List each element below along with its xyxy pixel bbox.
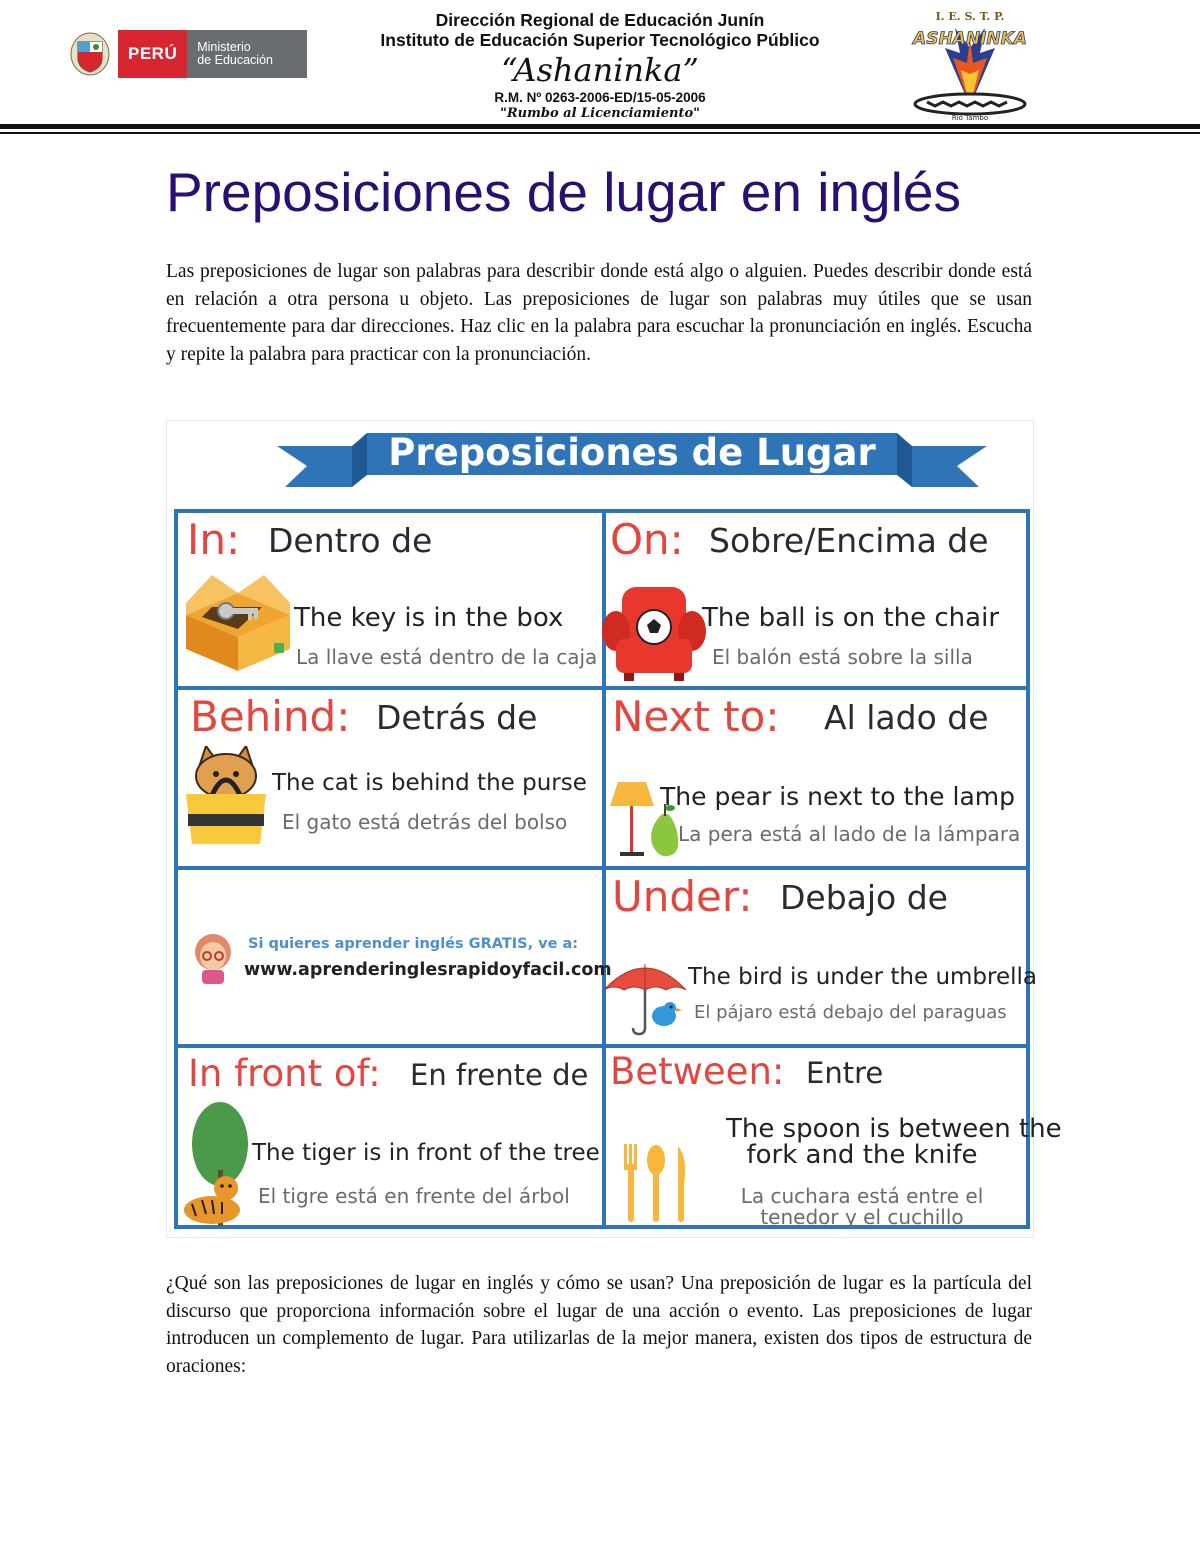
explanation-paragraph: ¿Qué son las preposiciones de lugar en inglés y cómo se usan? Una preposición de lugar es la partícula del discurso que proporciona información sobre el lugar de una acción o evento. Las preposiciones de lugar introducen un complemento de lugar. Para utilizarlas de la mejor manera, existen dos tipos de estructura de oraciones: [166,1273,1032,1377]
logo-top-text: I. E. S. T. P. [935,10,1005,23]
preposition-meaning: Sobre/Encima de [709,521,989,560]
page-title: Preposiciones de lugar en inglés [166,161,961,223]
example-english-line1: The spoon is between the [726,1114,1062,1144]
peru-coat-of-arms-icon [68,30,112,78]
box-with-key-icon [182,573,294,673]
cat-behind-purse-icon [180,746,272,850]
ministry-label [187,30,307,78]
teacher-avatar-icon [192,932,234,984]
preposition-label: Under: [612,872,753,921]
umbrella-with-bird-icon [600,956,690,1036]
example-spanish: El balón está sobre la silla [712,645,973,669]
cell-promo [178,870,612,1044]
cell-on [606,513,1026,686]
intro-paragraph: Las preposiciones de lugar son palabras para describir donde está algo o alguien. Puedes describir donde está en relación a otra persona u objeto. Las preposiciones de lugar son palabras muy útiles que se usan frecuentemente para dar direcciones. Haz clic en la palabra para escuchar la pronunciación en inglés. Escucha y repite la palabra para practicar con la pronunciación. [166,261,1032,365]
example-english: The cat is behind the purse [272,770,587,796]
banner-title: Preposiciones de Lugar [388,431,876,474]
tiger-and-tree-icon [178,1100,254,1228]
cell-in [178,513,602,686]
preposition-meaning: En frente de [410,1058,589,1092]
cell-between [606,1048,1062,1229]
example-spanish: El tigre está en frente del árbol [258,1184,570,1208]
prepositions-infographic [167,421,1062,1237]
logo-name: ASHANINKA [913,29,1027,49]
cell-next-to [606,690,1026,866]
header-divider-thin [0,132,1200,134]
preposition-label: Behind: [190,692,351,741]
header-institution-block [300,10,900,122]
preposition-meaning: Debajo de [780,878,948,917]
example-spanish: El pájaro está debajo del paraguas [694,1002,1007,1023]
armchair-with-ball-icon [602,583,706,683]
example-spanish: La pera está al lado de la lámpara [678,822,1021,846]
preposition-meaning: Al lado de [824,698,989,737]
example-spanish-line1: La cuchara está entre el [740,1184,984,1208]
cell-under [606,870,1038,1044]
preposition-label: Next to: [612,692,780,741]
example-english-line2: fork and the knife [746,1140,978,1170]
promo-website-link[interactable]: www.aprenderinglesrapidoyfacil.com [244,960,612,980]
promo-text: Si quieres aprender inglés GRATIS, ve a: [248,936,579,952]
header-direction: Dirección Regional de Educación Junín [435,10,765,30]
preposition-label: In front of: [188,1052,381,1095]
preposition-label: Between: [610,1050,785,1093]
example-spanish: El gato está detrás del bolso [282,810,568,834]
ministry-line1: Ministerio [197,40,251,54]
example-spanish-line2: tenedor y el cuchillo [760,1205,964,1229]
example-english: The bird is under the umbrella [688,964,1038,990]
example-spanish: La llave está dentro de la caja [296,645,598,669]
example-english: The ball is on the chair [702,603,1000,633]
preposition-label: In: [187,515,241,564]
header-resolution: R.M. Nº 0263-2006-ED/15-05-2006 [494,90,706,105]
cell-behind [178,690,602,866]
preposition-meaning: Entre [806,1056,884,1090]
preposition-meaning: Dentro de [268,521,433,560]
example-english: The pear is next to the lamp [660,782,1015,811]
header-divider-thick [0,124,1200,129]
ashaninka-logo-icon [905,8,1035,123]
example-english: The key is in the box [294,603,564,633]
prepositions-grid [174,509,1062,1229]
logo-bottom-text: Río Tambo [951,114,989,122]
preposition-label: On: [610,515,684,564]
ministry-line2: de Educación [197,53,273,67]
peru-ministry-logo [68,30,307,78]
example-english: The tiger is in front of the tree [252,1140,600,1166]
peru-label: PERÚ [118,30,187,78]
header-institute: Instituto de Educación Superior Tecnológico Público [380,30,820,50]
cell-in-front-of [178,1048,602,1225]
header-institute-name: “Ashaninka” [501,51,699,89]
header-motto: "Rumbo al Licenciamiento" [500,106,700,121]
preposition-meaning: Detrás de [376,698,538,737]
